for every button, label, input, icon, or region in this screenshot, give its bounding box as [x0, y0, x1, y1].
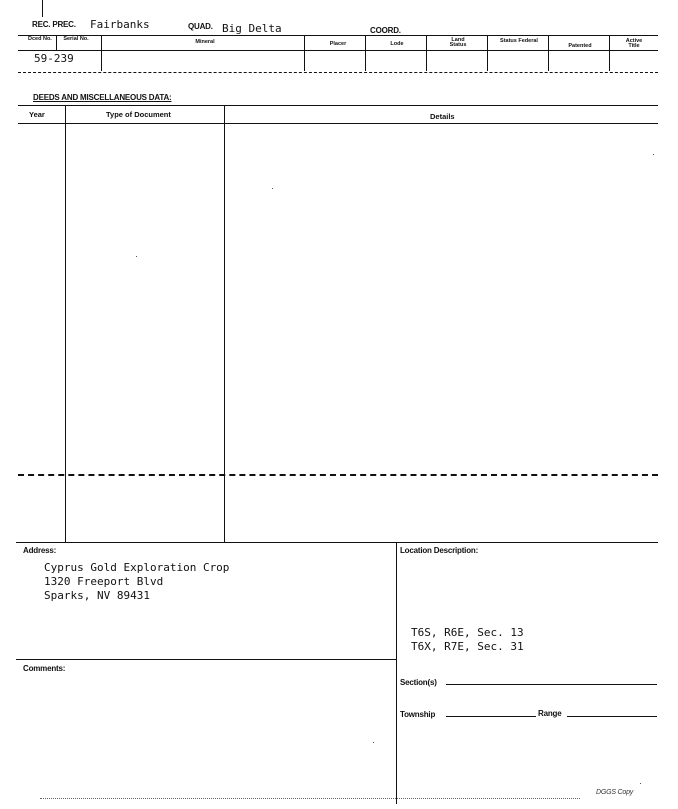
table-top-rule	[18, 35, 658, 36]
col-active-title: Active Title	[625, 38, 643, 49]
col-patented: Patented	[568, 43, 592, 49]
lower-top-rule	[16, 542, 658, 543]
footer-stamp: DGGS Copy	[596, 789, 634, 796]
deeds-dashed-rule	[18, 474, 658, 476]
col-divider	[426, 35, 427, 71]
address-line-2: 1320 Freeport Blvd	[44, 575, 164, 588]
quad-label: QUAD.	[188, 22, 213, 31]
address-label: Address:	[23, 546, 57, 555]
quad-value: Big Delta	[222, 22, 282, 35]
rec-prec-value: Fairbanks	[90, 18, 150, 31]
col-divider	[304, 35, 305, 71]
scan-speck	[640, 783, 641, 784]
deeds-top-rule	[18, 105, 658, 106]
col-lode: Lode	[390, 41, 404, 47]
dced-no-value: 59-239	[34, 52, 74, 65]
rec-prec-label: REC. PREC.	[32, 20, 76, 29]
location-label: Location Description:	[400, 546, 479, 555]
section-label: Section(s)	[400, 678, 437, 687]
range-fill-line	[567, 716, 657, 717]
col-divider	[609, 35, 610, 71]
col-status-federal: Status Federal	[500, 38, 538, 44]
deeds-divider-year	[65, 106, 66, 543]
col-divider	[101, 35, 102, 71]
col-divider	[548, 35, 549, 71]
township-fill-line	[446, 716, 536, 717]
col-divider	[56, 35, 57, 50]
deeds-col-type: Type of Document	[106, 110, 171, 119]
deeds-header-rule	[18, 123, 658, 124]
location-line-2: T6X, R7E, Sec. 31	[411, 640, 524, 653]
scan-edge	[40, 798, 580, 799]
scan-speck	[136, 256, 137, 257]
scan-speck	[272, 188, 273, 189]
location-line-1: T6S, R6E, Sec. 13	[411, 626, 524, 639]
deeds-col-year: Year	[29, 110, 45, 119]
township-label: Township	[400, 710, 436, 719]
lower-center-divider	[396, 542, 397, 804]
col-divider	[365, 35, 366, 71]
address-line-1: Cyprus Gold Exploration Crop	[44, 561, 230, 574]
comments-top-rule	[16, 659, 396, 660]
col-mineral: Mineral	[195, 39, 215, 45]
coord-label: COORD.	[370, 26, 401, 35]
address-line-3: Sparks, NV 89431	[44, 589, 150, 602]
section-fill-line	[446, 684, 657, 685]
col-dced-no: Dced No.	[28, 36, 52, 42]
top-tick	[42, 0, 43, 17]
range-label: Range	[538, 709, 562, 718]
col-land-status: Land Status	[449, 37, 467, 48]
scan-speck	[373, 742, 374, 743]
comments-label: Comments:	[23, 664, 66, 673]
col-divider	[487, 35, 488, 71]
deeds-divider-type	[224, 106, 225, 543]
deeds-heading: DEEDS AND MISCELLANEOUS DATA:	[33, 93, 172, 102]
table-header-rule	[18, 50, 658, 51]
scan-speck	[653, 154, 654, 155]
col-serial-no: Serial No.	[63, 36, 89, 42]
table-bottom-dashed-rule	[18, 72, 658, 73]
col-placer: Placer	[329, 41, 347, 47]
deeds-col-details: Details	[430, 112, 455, 121]
